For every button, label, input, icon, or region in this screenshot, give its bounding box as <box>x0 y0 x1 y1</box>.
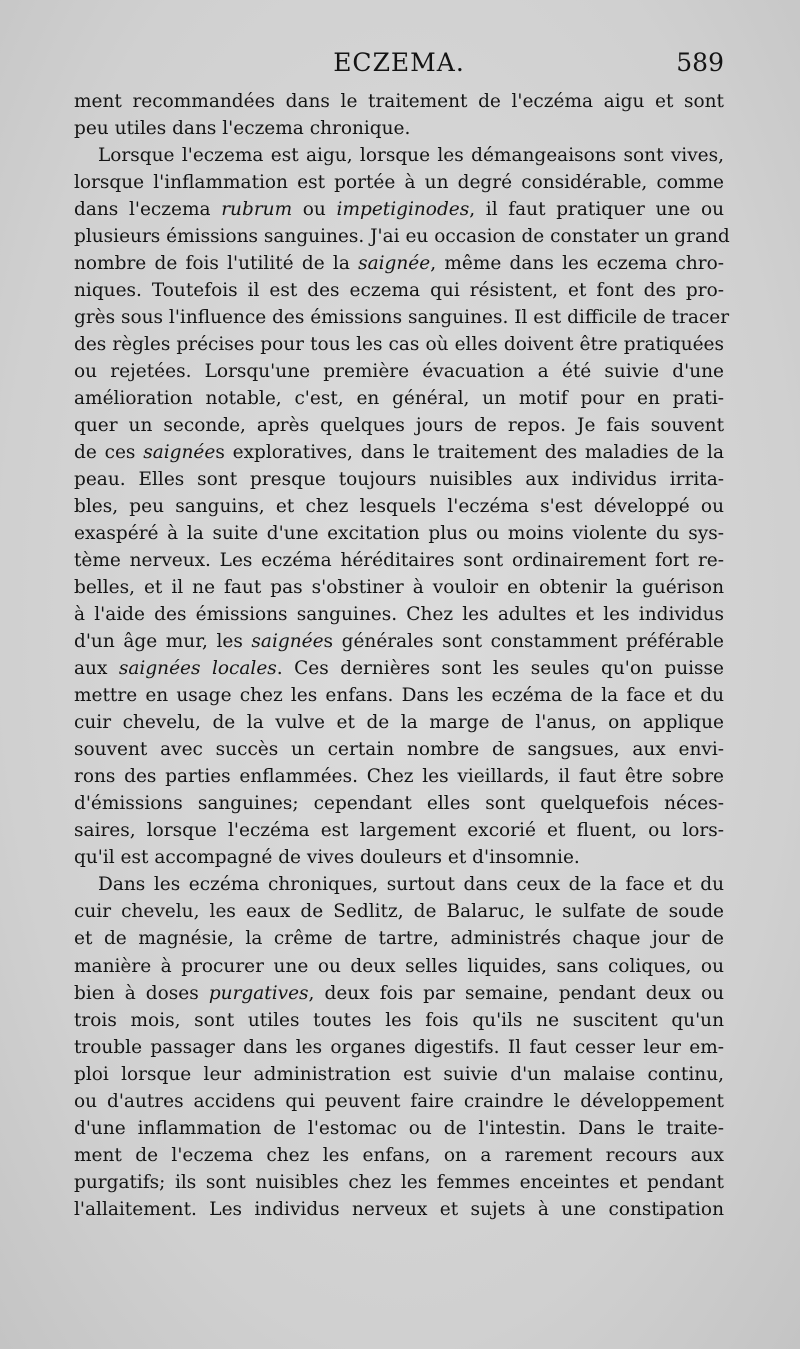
text-line: mettre en usage chez les enfans. Dans les eczéma de la face et du <box>74 685 724 707</box>
text-line: peau. Elles sont presque toujours nuisibles aux individus irrita- <box>74 469 724 491</box>
text-line: lorsque l'inflammation est portée à un degré considérable, comme <box>74 172 724 194</box>
text-line: cuir chevelu, de la vulve et de la marge de l'anus, on applique <box>74 712 724 734</box>
text-line: ou d'autres accidens qui peuvent faire craindre le développement <box>74 1090 724 1112</box>
text-line: aux saignées locales. Ces dernières sont les seules qu'on puisse <box>74 658 724 680</box>
text-line: purgatifs; ils sont nuisibles chez les femmes enceintes et pendant <box>74 1171 724 1193</box>
text-line: plusieurs émissions sanguines. J'ai eu occasion de constater un grand <box>74 226 730 248</box>
page-number: 589 <box>676 48 724 77</box>
text-line: grès sous l'influence des émissions sanguines. Il est difficile de tracer <box>74 307 730 329</box>
text-line: trois mois, sont utiles toutes les fois qu'ils ne suscitent qu'un <box>74 1009 724 1031</box>
text-line: de ces saignées exploratives, dans le traitement des maladies de la <box>74 442 724 464</box>
text-line: nombre de fois l'utilité de la saignée, même dans les eczema chro- <box>74 253 724 275</box>
text-line: amélioration notable, c'est, en général, un motif pour en prati- <box>74 388 724 410</box>
text-line: rons des parties enflammées. Chez les vieillards, il faut être sobre <box>74 766 724 788</box>
text-line: cuir chevelu, les eaux de Sedlitz, de Balaruc, le sulfate de soude <box>74 901 724 923</box>
text-line: dans l'eczema rubrum ou impetiginodes, il faut pratiquer une ou <box>74 199 724 221</box>
text-line: ploi lorsque leur administration est suivie d'un malaise continu, <box>74 1063 724 1085</box>
text-line: peu utiles dans l'eczema chronique. <box>74 118 411 140</box>
text-line: l'allaitement. Les individus nerveux et sujets à une constipation <box>74 1198 724 1220</box>
text-line: souvent avec succès un certain nombre de sangsues, aux envi- <box>74 739 724 761</box>
text-line: à l'aide des émissions sanguines. Chez les adultes et les individus <box>74 604 724 626</box>
text-line: niques. Toutefois il est des eczema qui résistent, et font des pro- <box>74 280 724 302</box>
text-line: belles, et il ne faut pas s'obstiner à vouloir en obtenir la guérison <box>74 577 724 599</box>
text-line: bien à doses purgatives, deux fois par semaine, pendant deux ou <box>74 982 724 1004</box>
text-line: ou rejetées. Lorsqu'une première évacuation a été suivie d'une <box>74 361 724 383</box>
text-line: des règles précises pour tous les cas où elles doivent être pratiquées <box>74 334 724 356</box>
text-line: d'un âge mur, les saignées générales sont constamment préférable <box>74 631 724 653</box>
text-line: exaspéré à la suite d'une excitation plus ou moins violente du sys- <box>74 523 724 545</box>
body-text <box>74 88 730 1223</box>
text-line: ment recommandées dans le traitement de l'eczéma aigu et sont <box>74 91 724 112</box>
running-title: ECZEMA. <box>333 48 465 77</box>
text-line: tème nerveux. Les eczéma héréditaires sont ordinairement fort re- <box>74 550 724 572</box>
text-line: bles, peu sanguins, et chez lesquels l'eczéma s'est développé ou <box>74 496 724 518</box>
text-line: et de magnésie, la crême de tartre, administrés chaque jour de <box>74 928 724 950</box>
text-line: saires, lorsque l'eczéma est largement excorié et fluent, ou lors- <box>74 820 724 842</box>
text-line: quer un seconde, après quelques jours de repos. Je fais souvent <box>74 415 724 437</box>
text-line: ment de l'eczema chez les enfans, on a rarement recours aux <box>74 1144 724 1166</box>
text-line: d'émissions sanguines; cependant elles sont quelquefois néces- <box>74 793 724 815</box>
text-line: manière à procurer une ou deux selles liquides, sans coliques, ou <box>74 955 724 977</box>
text-line: Dans les eczéma chroniques, surtout dans ceux de la face et du <box>98 874 724 896</box>
text-line: trouble passager dans les organes digestifs. Il faut cesser leur em- <box>74 1036 724 1058</box>
page-header <box>74 44 724 84</box>
text-line: qu'il est accompagné de vives douleurs et d'insomnie. <box>74 847 580 869</box>
text-line: Lorsque l'eczema est aigu, lorsque les démangeaisons sont vives, <box>98 145 724 167</box>
text-line: d'une inflammation de l'estomac ou de l'intestin. Dans le traite- <box>74 1117 724 1139</box>
